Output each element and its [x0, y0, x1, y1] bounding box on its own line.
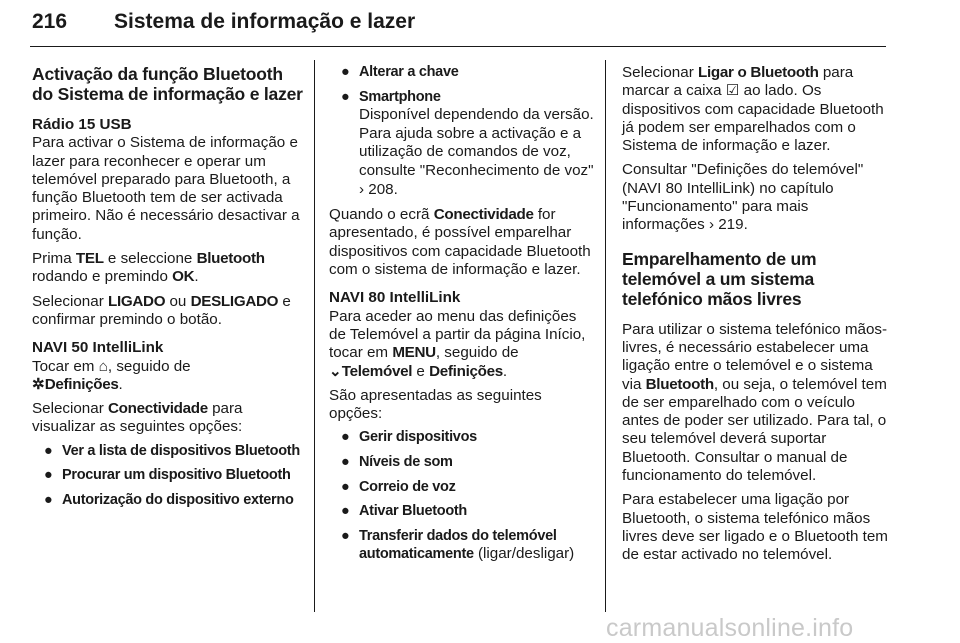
- paragraph: Para utilizar o sistema telefónico mãos-livres, é necessário estabelecer uma ligação entre o telemóvel e o sistema via Bluetooth, ou seja, o telemóvel tem de ser emparelhado com o veículo antes de poder ser utilizado. Para tal, o seu telemóvel deverá suportar Bluetooth. Consultar o manual de funcionamento do telemóvel.: [622, 320, 888, 485]
- list-item: ● Transferir dados do telemóvel automaticamente (ligar/desligar): [341, 527, 575, 563]
- gear-icon: ✲: [32, 375, 45, 393]
- paragraph: Selecionar LIGADO ou DESLIGADO e confirmar premindo o botão.: [32, 292, 291, 328]
- home-icon: ⌂: [98, 357, 108, 375]
- option-list: [32, 443, 304, 510]
- column-2: [329, 64, 595, 571]
- bullet-icon: ●: [341, 454, 350, 471]
- list-item: ● Procurar um dispositivo Bluetooth: [44, 467, 291, 484]
- list-item: ● Autorização do dispositivo externo: [44, 491, 294, 508]
- option-note: Disponível dependendo da versão. Para ajuda sobre a activação e a utilização de comandos de voz, consulte "Reconhecimento de voz" › 208.: [359, 106, 594, 198]
- paragraph: Consultar "Definições do telemóvel" (NAVI 80 IntelliLink) no capítulo "Funcionamento" para mais informações › 219.: [622, 161, 864, 234]
- bullet-icon: ●: [341, 478, 350, 495]
- option-name: DESLIGADO: [190, 292, 279, 310]
- bullet-icon: ●: [341, 527, 350, 544]
- bullet-icon: ●: [44, 491, 53, 508]
- option-name: LIGADO: [107, 292, 166, 310]
- bullet-icon: ●: [341, 64, 350, 80]
- list-item: ● Alterar a chave: [341, 64, 459, 80]
- button-name: TEL: [75, 250, 104, 268]
- page-reference: › 219.: [708, 216, 748, 234]
- button-name: OK: [172, 268, 195, 286]
- subsection-title: Rádio 15 USB: [32, 116, 132, 133]
- paragraph: Selecionar Ligar o Bluetooth para marcar a caixa ☑ ao lado. Os dispositivos com capacidade Bluetooth já podem ser emparelhados com o Sistema de informação e lazer.: [622, 64, 884, 155]
- watermark: carmanualsonline.info: [606, 614, 854, 642]
- paragraph: Para activar o Sistema de informação e lazer para reconhecer e operar um telemóvel preparado para Bluetooth, a função Bluetooth tem de ser activada primeiro. Não é necessário desactivar a função.: [32, 134, 300, 243]
- column-divider: [314, 60, 315, 612]
- list-item: ● Níveis de som: [341, 454, 453, 471]
- option-list: [329, 64, 595, 199]
- paragraph: Para aceder ao menu das definições de Telemóvel a partir da página Início, tocar em MENU, seguido de ⌄Telemóvel e Definições.: [329, 307, 586, 380]
- paragraph: São apresentadas as seguintes opções:: [329, 386, 542, 423]
- list-item: ● Gerir dispositivos: [341, 429, 477, 446]
- paragraph: Para estabelecer uma ligação por Bluetooth, o sistema telefónico mãos livres deve ser ligado e o Bluetooth tem de estar activado no telemóvel.: [622, 491, 888, 564]
- subsection-title: NAVI 80 IntelliLink: [329, 289, 461, 307]
- bullet-icon: ●: [341, 429, 350, 446]
- list-item: ● Correio de voz: [341, 478, 456, 495]
- list-item: ● Ativar Bluetooth: [341, 503, 467, 520]
- checkbox-icon: ☑: [725, 82, 740, 100]
- page-title: Sistema de informação e lazer: [114, 10, 416, 33]
- paragraph: Tocar em ⌂, seguido de ✲Definições.: [32, 357, 191, 393]
- subsection-title: NAVI 50 IntelliLink: [32, 339, 164, 357]
- column-3: [622, 64, 890, 571]
- list-item: ● Smartphone Disponível dependendo da versão. Para ajuda sobre a activação e a utilização de comandos de voz, consulte "Reconhecimento de voz" › 208.: [341, 88, 594, 198]
- page-reference: › 208.: [359, 180, 398, 198]
- paragraph: Prima TEL e seleccione Bluetooth rodando e premindo OK.: [32, 250, 265, 286]
- list-item: ● Ver a lista de dispositivos Bluetooth: [44, 442, 300, 459]
- paragraph: Selecionar Conectividade para visualizar as seguintes opções:: [32, 400, 243, 436]
- paragraph: Quando o ecrã Conectividade for apresentado, é possível emparelhar dispositivos com capacidade Bluetooth com o sistema de informação e lazer.: [329, 206, 591, 279]
- column-1: [32, 64, 304, 517]
- menu-name: Bluetooth: [196, 250, 265, 268]
- section-heading: Emparelhamento de um telemóvel a um sistema telefónico mãos livres: [622, 248, 817, 309]
- bullet-icon: ●: [44, 467, 53, 484]
- bullet-icon: ●: [44, 442, 53, 459]
- bullet-icon: ●: [341, 88, 350, 105]
- option-list: [329, 429, 595, 564]
- column-divider: [605, 60, 606, 612]
- section-heading: Activação da função Bluetooth do Sistema de informação e lazer: [32, 64, 303, 104]
- phone-icon: ⌄: [329, 362, 342, 380]
- page-header: [30, 2, 886, 47]
- bullet-icon: ●: [341, 503, 350, 520]
- page-number: 216: [32, 10, 68, 33]
